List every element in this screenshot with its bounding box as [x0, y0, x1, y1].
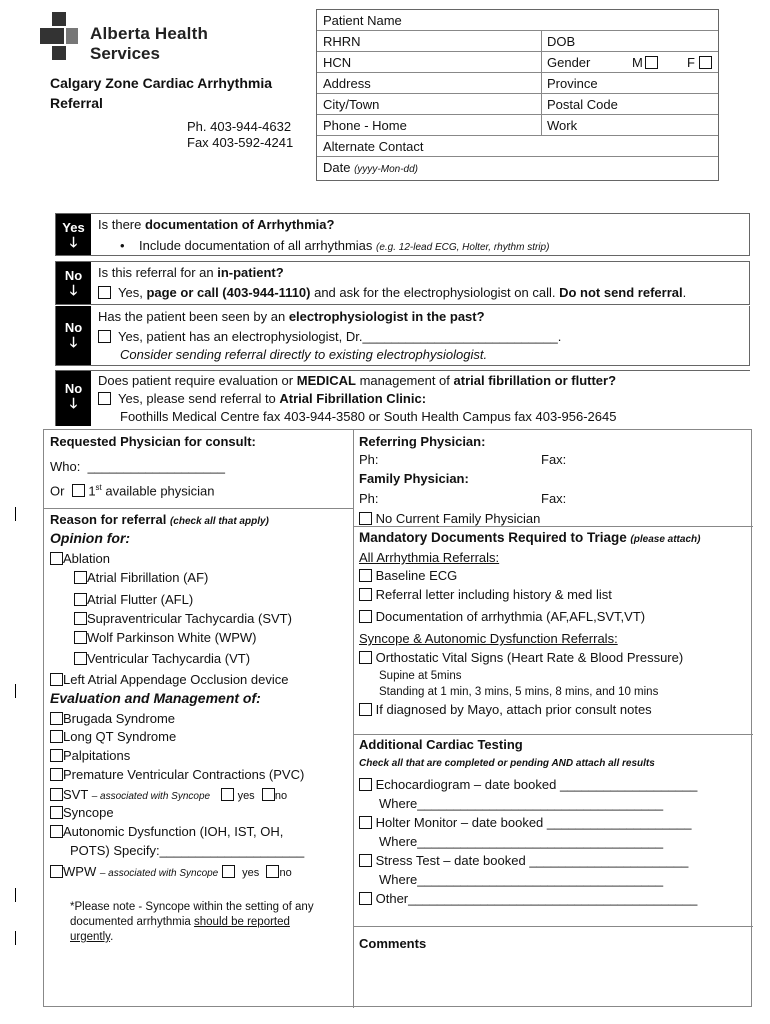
- q3-yes-checkbox[interactable]: [98, 330, 111, 343]
- comments-area[interactable]: [354, 955, 752, 1007]
- q4-opt-pre: Yes, please send referral to: [118, 391, 280, 406]
- q4-bold2: atrial fibrillation or flutter?: [453, 373, 617, 388]
- q4-yes-checkbox[interactable]: [98, 392, 111, 405]
- city-row[interactable]: [317, 94, 718, 115]
- mandatory-label: Mandatory Documents Required to Triage: [359, 530, 627, 545]
- q2-opt-end: .: [682, 285, 687, 300]
- or-label: Or: [50, 483, 65, 499]
- svt-syncope-no-checkbox[interactable]: [262, 788, 275, 801]
- clinic-phone: Ph. 403-944-4632: [187, 119, 292, 134]
- q3-pre: Has the patient been seen by an: [98, 309, 289, 324]
- stress-label: Stress Test – date booked: [375, 853, 526, 868]
- autonomic-specify-label: POTS) Specify:: [70, 843, 160, 858]
- holter-checkbox[interactable]: [359, 816, 372, 829]
- q2-text: [98, 265, 284, 280]
- palpitations-label: Palpitations: [63, 748, 131, 763]
- wpw-syncope-checkbox[interactable]: [50, 865, 63, 878]
- triage-question-4: [55, 370, 750, 426]
- q2-opt-mid: and ask for the electrophysiologist on call.: [310, 285, 560, 300]
- wpw-syncope-label: WPW: [63, 864, 97, 879]
- gender-f-label: F: [687, 55, 695, 70]
- brugada-checkbox[interactable]: [50, 712, 63, 725]
- wpw-yes-label: yes: [242, 867, 260, 879]
- q3-dr-blank[interactable]: ___________________________: [362, 329, 558, 344]
- form-title-line1: Calgary Zone Cardiac Arrhythmia: [50, 75, 272, 91]
- q4-mid: management of: [355, 373, 454, 388]
- holter-where-label: Where: [379, 834, 418, 849]
- evaluation-heading: Evaluation and Management of:: [50, 690, 261, 706]
- no-tag: [56, 306, 91, 365]
- no-tag-text: No: [64, 268, 83, 283]
- referral-letter-label: Referral letter including history & med list: [375, 587, 612, 602]
- af-label: Atrial Fibrillation (AF): [87, 570, 209, 585]
- hcn-label: HCN: [323, 55, 352, 70]
- autonomic-specify: [70, 843, 304, 858]
- address-row[interactable]: [317, 73, 718, 94]
- lqt-label: Long QT Syndrome: [63, 729, 177, 744]
- laao-label: Left Atrial Appendage Occlusion device: [63, 672, 289, 687]
- other-field[interactable]: ________________________________________: [408, 891, 698, 906]
- svt-option: [74, 611, 292, 626]
- margin-change-bar: [15, 507, 16, 521]
- mayo-option: [359, 702, 652, 717]
- reason-note: (check all that apply): [169, 516, 269, 527]
- q2-pre: Is this referral for an: [98, 265, 218, 280]
- af-option: [74, 570, 208, 585]
- holter-where[interactable]: Where__________________________________: [379, 834, 664, 849]
- brugada-label: Brugada Syndrome: [63, 711, 176, 726]
- wpw-no-label: no: [279, 867, 292, 879]
- afl-option: [74, 592, 193, 607]
- ablation-label: Ablation: [63, 551, 110, 566]
- q4-opt-bold: Atrial Fibrillation Clinic:: [279, 391, 427, 406]
- orthostatic-option: [359, 650, 683, 665]
- margin-change-bar: [15, 684, 16, 698]
- holter-date-field[interactable]: ____________________: [546, 815, 692, 830]
- svt-syncope-yes-checkbox[interactable]: [221, 788, 234, 801]
- svt-syncope-option: [50, 787, 287, 802]
- q3-text: [98, 309, 485, 324]
- mandatory-note: (please attach): [630, 534, 701, 545]
- orthostatic-checkbox[interactable]: [359, 651, 372, 664]
- contact-numbers: [187, 119, 293, 151]
- af-checkbox[interactable]: [74, 571, 87, 584]
- q4-pre: Does patient require evaluation or: [98, 373, 297, 388]
- first-avail-text: available physician: [101, 483, 215, 499]
- lqt-option: [50, 729, 176, 744]
- mayo-label: If diagnosed by Mayo, attach prior consult notes: [375, 702, 652, 717]
- referring-fax[interactable]: Fax:: [541, 452, 567, 467]
- vt-label: Ventricular Tachycardia (VT): [87, 651, 251, 666]
- stress-checkbox[interactable]: [359, 854, 372, 867]
- lqt-checkbox[interactable]: [50, 730, 63, 743]
- doc-arrhythmia-checkbox[interactable]: [359, 610, 372, 623]
- stress-where-label: Where: [379, 872, 418, 887]
- mandatory-docs-heading: [359, 530, 700, 545]
- who-label: Who:: [50, 459, 81, 474]
- autonomic-specify-field[interactable]: ____________________: [159, 843, 305, 858]
- q3-option: [98, 329, 561, 344]
- who-field[interactable]: ___________________: [87, 459, 225, 474]
- q2-yes-checkbox[interactable]: [98, 286, 111, 299]
- autonomic-option: [50, 824, 283, 839]
- date-text: Date: [323, 160, 351, 175]
- no-tag-text: No: [64, 381, 83, 396]
- q2-opt-bold: page or call (403-944-1110): [146, 285, 311, 300]
- first-avail-sup: st: [95, 483, 102, 492]
- patient-name-row[interactable]: [317, 10, 718, 31]
- svt-no-label: no: [274, 790, 288, 802]
- ablation-option: [50, 551, 110, 566]
- q1-bullet-text: Include documentation of all arrhythmias: [139, 238, 377, 253]
- palpitations-option: [50, 748, 130, 763]
- q2-option: [98, 285, 686, 300]
- city-label: City/Town: [323, 97, 380, 112]
- q3-note: Consider sending referral directly to existing electrophysiologist.: [120, 347, 488, 362]
- ablation-checkbox[interactable]: [50, 552, 63, 565]
- no-family-physician-label: No Current Family Physician: [375, 511, 541, 526]
- right-divider-1: [353, 526, 753, 527]
- echo-where-label: Where: [379, 796, 418, 811]
- date-row[interactable]: [317, 157, 718, 178]
- form-title: [50, 73, 272, 113]
- q1-bullet: • Include documentation of all arrhythmias (e.g. 12-lead ECG, Holter, rhythm strip): [120, 238, 550, 253]
- other-label: Other: [375, 891, 409, 906]
- q3-bold: electrophysiologist in the past?: [288, 309, 485, 324]
- margin-change-bar: [15, 931, 16, 945]
- q4-address: Foothills Medical Centre fax 403-944-3580 or South Health Campus fax 403-956-2645: [120, 409, 617, 424]
- afl-label: Atrial Flutter (AFL): [87, 592, 194, 607]
- echo-date-field[interactable]: ___________________: [559, 777, 698, 792]
- ahs-cross-logo-icon: [40, 12, 78, 60]
- arrow-down-icon: 🡓: [69, 282, 78, 298]
- triage-question-3: [55, 306, 750, 366]
- gender-m-label: M: [632, 55, 643, 70]
- supine-text: Supine at 5mins: [379, 670, 462, 682]
- svt-yes-label: yes: [237, 790, 255, 802]
- rhrn-label: RHRN: [323, 34, 361, 49]
- referral-letter-checkbox[interactable]: [359, 588, 372, 601]
- palpitations-checkbox[interactable]: [50, 749, 63, 762]
- ahs-logo: [40, 12, 215, 64]
- clinic-fax: Fax 403-592-4241: [187, 135, 294, 150]
- check-all-note: Check all that are completed or pending AND attach all results: [359, 758, 655, 769]
- hcn-row[interactable]: [317, 52, 718, 73]
- arrow-down-icon: 🡓: [69, 395, 78, 411]
- first-avail-num: 1: [88, 483, 96, 499]
- q4-bold: MEDICAL: [296, 373, 356, 388]
- echo-checkbox[interactable]: [359, 778, 372, 791]
- q1-text: [98, 217, 334, 232]
- other-option: [359, 891, 697, 906]
- q1-bullet-examples: (e.g. 12-lead ECG, Holter, rhythm strip): [376, 242, 550, 253]
- reason-label: Reason for referral: [50, 512, 167, 527]
- triage-question-1: [55, 213, 750, 256]
- yes-tag-text: Yes: [62, 220, 85, 235]
- holter-label: Holter Monitor – date booked: [375, 815, 544, 830]
- family-physician-heading: Family Physician:: [359, 471, 469, 486]
- alt-contact-row[interactable]: [317, 136, 718, 157]
- arrow-down-icon: 🡓: [69, 234, 78, 250]
- note-line3: [70, 930, 314, 945]
- note-line2: [70, 915, 314, 930]
- reason-heading: [50, 512, 269, 527]
- first-available-row: [50, 483, 215, 498]
- margin-change-bar: [15, 888, 16, 902]
- comments-heading: Comments: [359, 936, 427, 951]
- svt-checkbox[interactable]: [74, 612, 87, 625]
- gender-m-checkbox[interactable]: [645, 56, 658, 69]
- work-label: Work: [547, 118, 578, 133]
- additional-testing-heading: Additional Cardiac Testing: [359, 737, 523, 752]
- all-arrhythmia-referrals: All Arrhythmia Referrals:: [359, 550, 500, 565]
- note-line2-underlined: should be reported: [194, 916, 290, 928]
- q3-opt: Yes, patient has an electrophysiologist, Dr.: [118, 329, 363, 344]
- no-tag-text: No: [64, 320, 83, 335]
- syncope-referrals: Syncope & Autonomic Dysfunction Referrals:: [359, 631, 618, 646]
- syncope-checkbox[interactable]: [50, 806, 63, 819]
- baseline-ecg-option: [359, 568, 457, 583]
- referral-details-grid: [43, 429, 752, 1007]
- vt-checkbox[interactable]: [74, 652, 87, 665]
- stress-where[interactable]: Where__________________________________: [379, 872, 664, 887]
- svt-assoc-note: – associated with Syncope: [91, 791, 211, 802]
- requested-physician-heading: Requested Physician for consult:: [50, 434, 256, 449]
- baseline-ecg-label: Baseline ECG: [375, 568, 458, 583]
- svt-label: Supraventricular Tachycardia (SVT): [87, 611, 292, 626]
- autonomic-checkbox[interactable]: [50, 825, 63, 838]
- q4-option: [98, 391, 426, 406]
- syncope-option: [50, 805, 114, 820]
- arrow-down-icon: 🡓: [69, 334, 78, 350]
- left-divider-1: [44, 508, 353, 509]
- patient-box-divider: [541, 31, 542, 136]
- pvc-label: Premature Ventricular Contractions (PVC): [63, 767, 305, 782]
- no-family-physician-option: [359, 511, 540, 526]
- q1-bold: documentation of Arrhythmia?: [144, 217, 335, 232]
- referring-physician-heading: Referring Physician:: [359, 434, 486, 449]
- address-label: Address: [323, 76, 371, 91]
- wpw-assoc-note: – associated with Syncope: [99, 868, 219, 879]
- vt-option: [74, 651, 250, 666]
- logo-text-line1: Alberta Health: [90, 24, 209, 43]
- no-family-physician-checkbox[interactable]: [359, 512, 372, 525]
- other-checkbox[interactable]: [359, 892, 372, 905]
- no-tag: [56, 262, 91, 304]
- patient-name-label: Patient Name: [323, 13, 402, 28]
- wpw-option: [74, 630, 257, 645]
- wpw-syncope-option: [50, 864, 292, 879]
- wpw-label: Wolf Parkinson White (WPW): [87, 630, 257, 645]
- right-divider-3: [353, 926, 753, 927]
- afl-checkbox[interactable]: [74, 593, 87, 606]
- family-ph[interactable]: Ph:: [359, 491, 379, 506]
- date-format: (yyyy-Mon-dd): [354, 164, 418, 175]
- svt-syncope-checkbox[interactable]: [50, 788, 63, 801]
- mayo-checkbox[interactable]: [359, 703, 372, 716]
- stress-option: [359, 853, 688, 868]
- note-line2-pre: documented arrhythmia: [70, 916, 195, 928]
- rhrn-row[interactable]: [317, 31, 718, 52]
- pvc-option: [50, 767, 304, 782]
- alt-contact-label: Alternate Contact: [323, 139, 424, 154]
- baseline-ecg-checkbox[interactable]: [359, 569, 372, 582]
- postal-label: Postal Code: [547, 97, 618, 112]
- note-line1: *Please note - Syncope within the setting of any: [70, 901, 314, 913]
- echo-where[interactable]: Where__________________________________: [379, 796, 664, 811]
- opinion-heading: Opinion for:: [50, 530, 131, 546]
- referring-ph[interactable]: Ph:: [359, 452, 379, 467]
- q4-text: [98, 373, 616, 388]
- doc-arrhythmia-option: [359, 609, 645, 624]
- pvc-checkbox[interactable]: [50, 768, 63, 781]
- dob-label: DOB: [547, 34, 576, 49]
- yes-tag: [56, 214, 91, 255]
- q1-pre: Is there: [98, 217, 145, 232]
- standing-text: Standing at 1 min, 3 mins, 5 mins, 8 mins, and 10 mins: [379, 686, 659, 698]
- stress-date-field[interactable]: ______________________: [529, 853, 689, 868]
- orthostatic-label: Orthostatic Vital Signs (Heart Rate & Blood Pressure): [375, 650, 684, 665]
- echo-label: Echocardiogram – date booked: [375, 777, 557, 792]
- who-row: [50, 459, 225, 474]
- syncope-note: [70, 900, 314, 945]
- note-line3-underlined: urgently: [70, 931, 111, 943]
- referral-letter-option: [359, 587, 612, 602]
- wpw-syncope-yes-checkbox[interactable]: [222, 865, 235, 878]
- q2-opt-bold2: Do not send referral: [559, 285, 683, 300]
- family-fax[interactable]: Fax:: [541, 491, 567, 506]
- q2-bold: in-patient?: [217, 265, 284, 280]
- q2-opt-pre: Yes,: [118, 285, 147, 300]
- phone-row[interactable]: [317, 115, 718, 136]
- patient-info-box: [316, 9, 719, 181]
- gender-label: Gender: [547, 55, 591, 70]
- wpw-checkbox[interactable]: [74, 631, 87, 644]
- svt-syncope-label: SVT: [63, 787, 89, 802]
- echo-option: [359, 777, 697, 792]
- autonomic-label: Autonomic Dysfunction (IOH, IST, OH,: [63, 824, 284, 839]
- province-label: Province: [547, 76, 598, 91]
- brugada-option: [50, 711, 175, 726]
- right-divider-2: [353, 734, 753, 735]
- triage-question-2: [55, 261, 750, 305]
- q3-opt-end: .: [557, 329, 562, 344]
- syncope-label: Syncope: [63, 805, 114, 820]
- wpw-syncope-no-checkbox[interactable]: [266, 865, 279, 878]
- grid-vertical-divider: [353, 430, 354, 1008]
- laao-option: [50, 672, 288, 687]
- gender-f-checkbox[interactable]: [699, 56, 712, 69]
- doc-arrhythmia-label: Documentation of arrhythmia (AF,AFL,SVT,VT): [375, 609, 646, 624]
- phone-home-label: Phone - Home: [323, 118, 407, 133]
- no-tag: [56, 371, 91, 426]
- holter-option: [359, 815, 692, 830]
- form-title-line2: Referral: [50, 95, 103, 111]
- date-label: [323, 160, 418, 175]
- laao-checkbox[interactable]: [50, 673, 63, 686]
- logo-text-line2: Services: [90, 44, 160, 63]
- note-line3-end: .: [110, 931, 114, 943]
- first-available-checkbox[interactable]: [72, 484, 85, 497]
